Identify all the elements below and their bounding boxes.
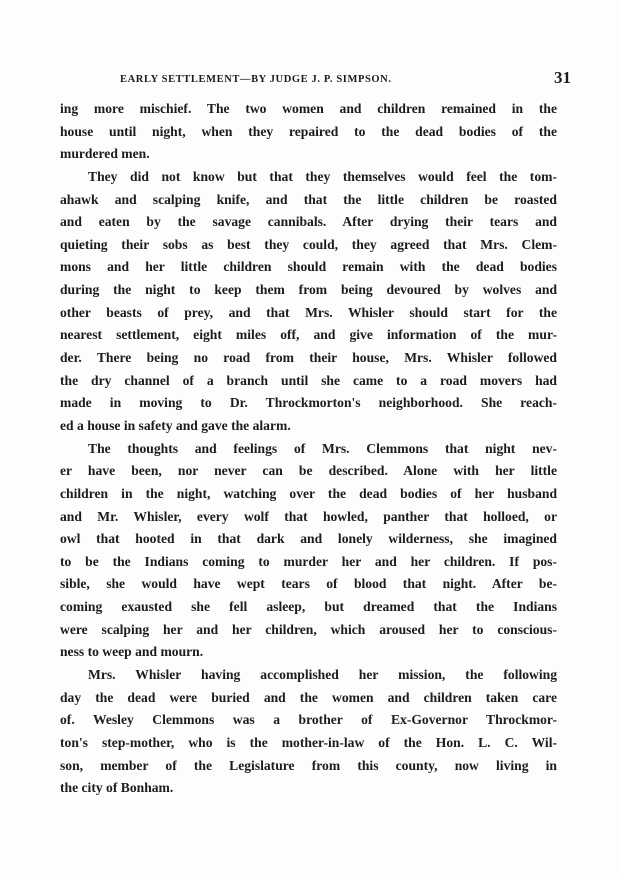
text-line: house until night, when they repaired to the dead bodies of the — [60, 123, 557, 139]
text-line: coming exausted she fell asleep, but dreamed that the Indians — [60, 599, 557, 615]
text-line: and eaten by the savage cannibals. After drying their tears and — [60, 214, 557, 230]
text-line: to be the Indians coming to murder her and her children. If pos- — [60, 553, 557, 569]
paragraph — [60, 664, 557, 800]
text-line: ed a house in safety and gave the alarm. — [60, 417, 291, 433]
text-line: mons and her little children should remain with the dead bodies — [60, 259, 557, 275]
text-line: son, member of the Legislature from this county, now living in — [60, 757, 557, 773]
text-line: owl that hooted in that dark and lonely wilderness, she imagined — [60, 531, 557, 547]
text-line: ness to weep and mourn. — [60, 644, 204, 660]
text-line: made in moving to Dr. Throckmorton's neighborhood. She reach- — [60, 395, 557, 411]
text-line: The thoughts and feelings of Mrs. Clemmons that night nev- — [88, 440, 557, 456]
text-line: quieting their sobs as best they could, they agreed that Mrs. Clem- — [60, 236, 557, 252]
paragraph — [60, 166, 557, 438]
text-line: nearest settlement, eight miles off, and give information of the mur- — [60, 327, 557, 343]
text-line: of. Wesley Clemmons was a brother of Ex-Governor Throckmor- — [60, 712, 557, 728]
text-line: ton's step-mother, who is the mother-in-law of the Hon. L. C. Wil- — [60, 734, 557, 750]
text-line: other beasts of prey, and that Mrs. Whisler should start for the — [60, 304, 557, 320]
text-line: murdered men. — [60, 146, 150, 162]
text-line: They did not know but that they themselves would feel the tom- — [88, 168, 557, 184]
text-line: the city of Bonham. — [60, 780, 174, 796]
text-line: ahawk and scalping knife, and that the little children be roasted — [60, 191, 557, 207]
text-line: Mrs. Whisler having accomplished her mission, the following — [88, 667, 557, 683]
text-line: er have been, nor never can be described. Alone with her little — [60, 463, 557, 479]
text-line: children in the night, watching over the dead bodies of her husband — [60, 485, 557, 501]
text-line: during the night to keep them from being devoured by wolves and — [60, 282, 557, 298]
running-title: EARLY SETTLEMENT—BY JUDGE J. P. SIMPSON. — [120, 74, 392, 85]
text-line: the dry channel of a branch until she came to a road movers had — [60, 372, 557, 388]
text-line: were scalping her and her children, which aroused her to conscious- — [60, 621, 557, 637]
text-line: sible, she would have wept tears of blood that night. After be- — [60, 576, 557, 592]
text-line: der. There being no road from their house, Mrs. Whisler followed — [60, 350, 557, 366]
text-line: day the dead were buried and the women and children taken care — [60, 689, 557, 705]
paragraph — [60, 98, 557, 166]
running-head — [60, 68, 571, 92]
body-text — [60, 98, 557, 800]
paragraph — [60, 438, 557, 664]
page-number: 31 — [554, 68, 571, 87]
text-line: and Mr. Whisler, every wolf that howled, panther that holloed, or — [60, 508, 557, 524]
text-line: ing more mischief. The two women and children remained in the — [60, 101, 557, 116]
